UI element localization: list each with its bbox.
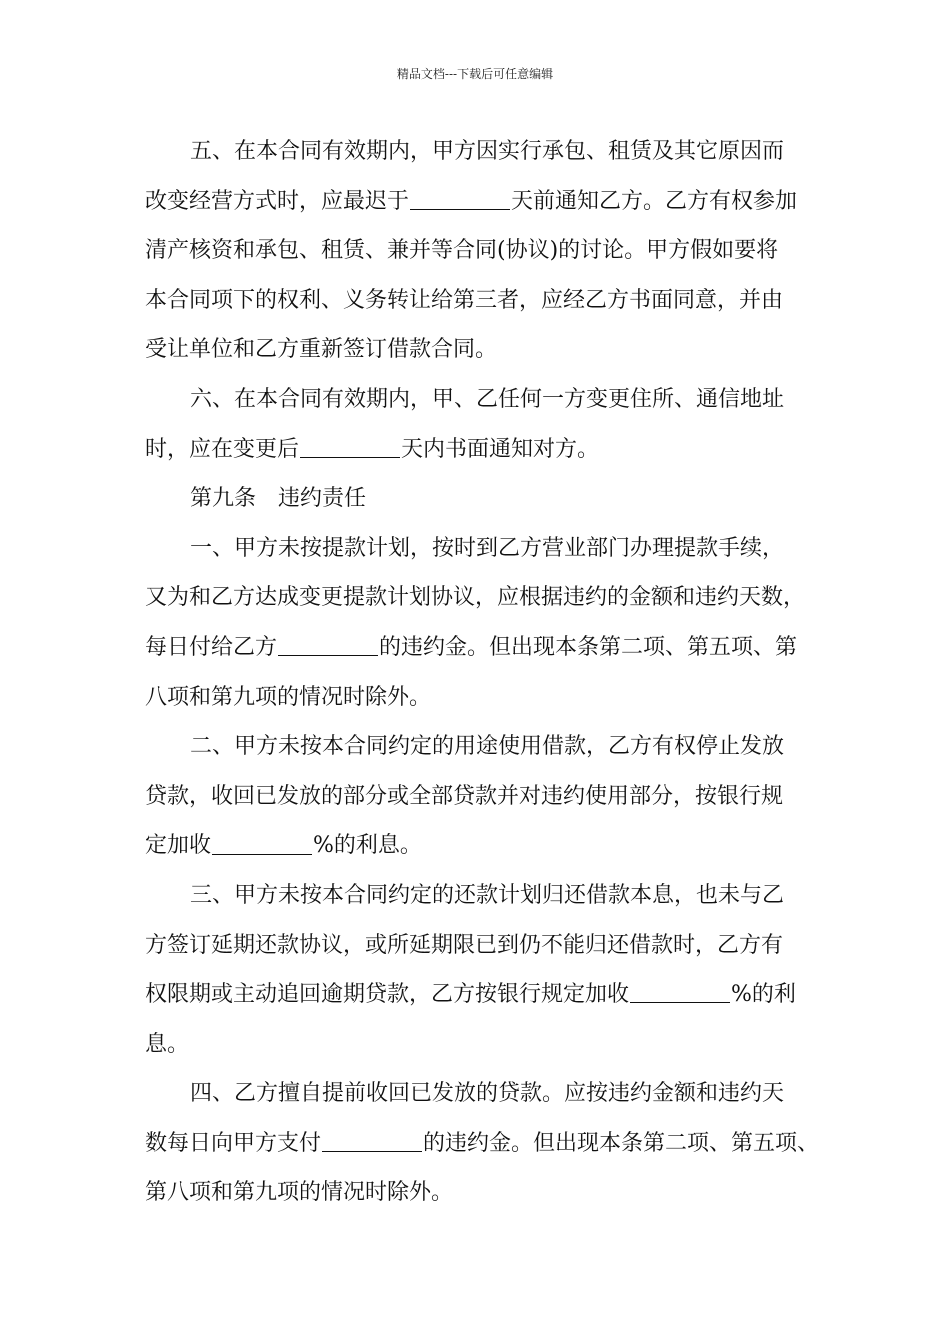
item2-line1 xyxy=(145,722,825,772)
item4-line1 xyxy=(145,1069,825,1119)
para5-line5 xyxy=(145,325,825,375)
para5-text-5: 受让单位和乙方重新签订借款合同。 xyxy=(145,337,498,363)
para6-text-2b: 天内书面通知对方。 xyxy=(401,436,600,462)
item2-line2 xyxy=(145,772,825,822)
item3-line1 xyxy=(145,871,825,921)
blank-penalty-4 xyxy=(322,1131,422,1152)
blank-days-change xyxy=(300,437,400,458)
item3-line4 xyxy=(145,1020,825,1070)
para6-line2 xyxy=(145,425,825,475)
item1-text-3b: 的违约金。但出现本条第二项、第五项、第 xyxy=(379,634,798,660)
para6-text-1: 六、在本合同有效期内，甲、乙任何一方变更住所、通信地址 xyxy=(190,386,785,412)
para5-line2 xyxy=(145,177,825,227)
para5-text-1: 五、在本合同有效期内，甲方因实行承包、租赁及其它原因而 xyxy=(190,139,785,164)
item1-text-1: 一、甲方未按提款计划，按时到乙方营业部门办理提款手续， xyxy=(190,535,785,561)
item3-text-3a: 权限期或主动追回逾期贷款，乙方按银行规定加收 xyxy=(145,982,630,1008)
item1-text-3a: 每日付给乙方 xyxy=(145,634,278,660)
item3-text-2: 方签订延期还款协议，或所延期限已到仍不能归还借款时，乙方有 xyxy=(145,932,784,958)
item2-text-2: 贷款，收回已发放的部分或全部贷款并对违约使用部分，按银行规 xyxy=(145,783,784,809)
item4-text-1: 四、乙方擅自提前收回已发放的贷款。应按违约金额和违约天 xyxy=(190,1081,785,1107)
item1-line4 xyxy=(145,673,825,723)
item1-line3 xyxy=(145,623,825,673)
para6-text-2a: 时，应在变更后 xyxy=(145,436,300,462)
article9-title-text: 第九条 违约责任 xyxy=(190,486,367,512)
item2-line3 xyxy=(145,821,825,871)
item3-line2 xyxy=(145,921,825,971)
para6-line1 xyxy=(145,375,825,425)
blank-days-notice xyxy=(410,189,510,210)
item4-text-3: 第八项和第九项的情况时除外。 xyxy=(145,1180,454,1206)
para5-line4 xyxy=(145,276,825,326)
para5-line1 xyxy=(145,127,825,177)
para5-text-2b: 天前通知乙方。乙方有权参加 xyxy=(511,188,798,214)
item3-text-1: 三、甲方未按本合同约定的还款计划归还借款本息，也未与乙 xyxy=(190,882,785,908)
item1-line1 xyxy=(145,524,825,574)
item4-line2 xyxy=(145,1119,825,1169)
item4-text-2a: 数每日向甲方支付 xyxy=(145,1130,322,1156)
item4-text-2b: 的违约金。但出现本条第二项、第五项、 xyxy=(423,1130,820,1156)
para5-text-2a: 改变经营方式时，应最迟于 xyxy=(145,188,410,214)
item2-text-3b: %的利息。 xyxy=(313,833,422,859)
blank-interest-3 xyxy=(630,982,730,1003)
blank-penalty-1 xyxy=(278,635,378,656)
blank-interest-2 xyxy=(212,834,312,855)
item1-text-4: 八项和第九项的情况时除外。 xyxy=(145,684,432,710)
page-header: 精品文档---下载后可任意编辑 xyxy=(396,67,554,81)
contract-body xyxy=(145,127,825,1218)
item3-text-3b: %的利 xyxy=(731,982,796,1008)
item2-text-1: 二、甲方未按本合同约定的用途使用借款，乙方有权停止发放 xyxy=(190,734,785,760)
item1-line2 xyxy=(145,573,825,623)
article9-title xyxy=(145,474,825,524)
item2-text-3a: 定加收 xyxy=(145,833,212,859)
para5-line3 xyxy=(145,226,825,276)
para5-text-3: 清产核资和承包、租赁、兼并等合同(协议)的讨论。甲方假如要将 xyxy=(145,238,779,264)
item3-text-4: 息。 xyxy=(145,1031,190,1057)
para5-text-4: 本合同项下的权利、义务转让给第三者，应经乙方书面同意，并由 xyxy=(145,287,784,313)
item3-line3 xyxy=(145,970,825,1020)
item4-line3 xyxy=(145,1168,825,1218)
item1-text-2: 又为和乙方达成变更提款计划协议，应根据违约的金额和违约天数， xyxy=(145,585,806,611)
